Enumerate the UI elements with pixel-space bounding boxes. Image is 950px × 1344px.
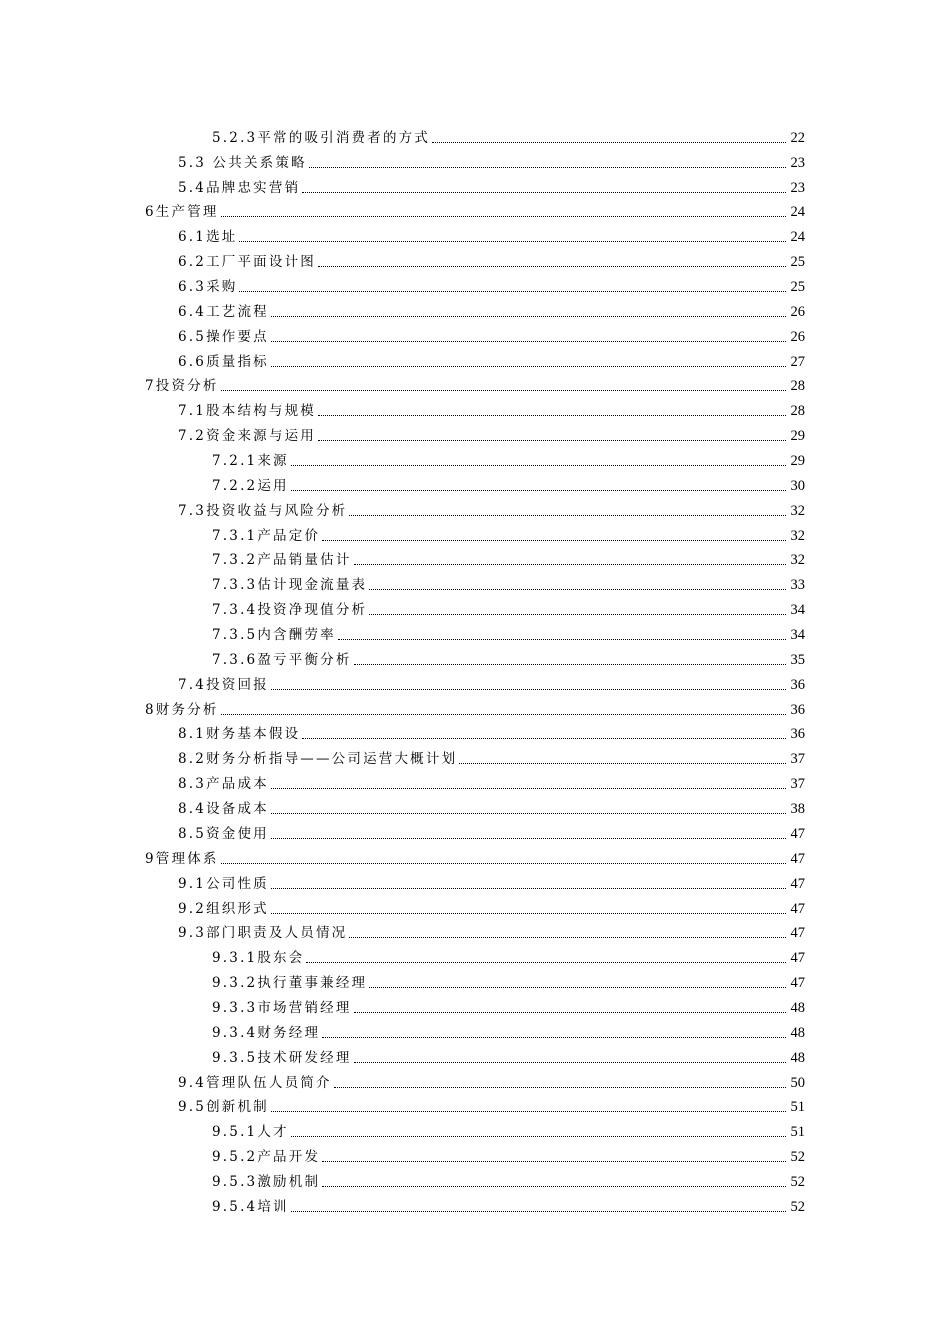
dot-leader: [369, 614, 786, 615]
toc-entry-label: 7.2.2运用: [212, 477, 289, 494]
toc-entry-page-number: 32: [790, 552, 805, 569]
toc-entry-label: 7投资分析: [145, 378, 219, 395]
toc-entry-page-number: 26: [790, 328, 805, 345]
toc-entry[interactable]: [0, 547, 950, 572]
toc-entry[interactable]: [0, 497, 950, 522]
dot-leader: [459, 763, 786, 764]
toc-entry-label: 9.3.4财务经理: [212, 1024, 321, 1041]
toc-entry-label: 8.4设备成本: [178, 801, 269, 818]
toc-entry-page-number: 47: [790, 825, 805, 842]
toc-entry-label: 9.4管理队伍人员简介: [178, 1074, 332, 1091]
toc-entry-page-number: 34: [790, 602, 805, 619]
dot-leader: [271, 689, 786, 690]
toc-entry-page-number: 37: [790, 751, 805, 768]
toc-entry-label: 8.5资金使用: [178, 825, 269, 842]
toc-entry[interactable]: [0, 571, 950, 596]
dot-leader: [291, 1136, 786, 1137]
toc-entry-label: 9.5创新机制: [178, 1099, 269, 1116]
toc-entry-page-number: 48: [790, 1049, 805, 1066]
toc-entry-page-number: 52: [790, 1198, 805, 1215]
toc-entry[interactable]: [0, 969, 950, 994]
toc-entry-page-number: 25: [790, 279, 805, 296]
toc-entry[interactable]: [0, 1118, 950, 1143]
toc-entry-label: 9.5.2产品开发: [212, 1149, 321, 1166]
dot-leader: [354, 1062, 786, 1063]
toc-entry-label: 6生产管理: [145, 204, 219, 221]
toc-entry-page-number: 28: [790, 403, 805, 420]
dot-leader: [291, 1211, 786, 1212]
toc-entry-label: 9.2组织形式: [178, 900, 269, 917]
toc-entry-label: 9.3.1股东会: [212, 950, 305, 967]
toc-entry-page-number: 38: [790, 801, 805, 818]
toc-entry-label: 9.1公司性质: [178, 875, 269, 892]
toc-entry-label: 9.3.3市场营销经理: [212, 999, 352, 1016]
toc-entry-page-number: 34: [790, 627, 805, 644]
toc-entry-label: 9管理体系: [145, 850, 219, 867]
toc-entry-page-number: 51: [790, 1124, 805, 1141]
toc-entry-page-number: 28: [790, 378, 805, 395]
dot-leader: [354, 664, 786, 665]
toc-entry[interactable]: [0, 944, 950, 969]
dot-leader: [291, 465, 786, 466]
toc-entry[interactable]: [0, 1069, 950, 1094]
toc-entry[interactable]: [0, 1044, 950, 1069]
toc-entry-page-number: 47: [790, 925, 805, 942]
dot-leader: [322, 1186, 786, 1187]
dot-leader: [322, 540, 786, 541]
dot-leader: [271, 316, 786, 317]
toc-entry-label: 6.3采购: [178, 279, 238, 296]
toc-entry-label: 8.2财务分析指导——公司运营大概计划: [178, 751, 458, 768]
dot-leader: [309, 167, 786, 168]
toc-entry-page-number: 33: [790, 577, 805, 594]
toc-entry[interactable]: [0, 721, 950, 746]
toc-entry[interactable]: [0, 621, 950, 646]
toc-entry-label: 6.1选址: [178, 229, 238, 246]
toc-entry[interactable]: [0, 870, 950, 895]
toc-entry[interactable]: [0, 348, 950, 373]
toc-entry-label: 8.1财务基本假设: [178, 726, 301, 743]
toc-entry[interactable]: [0, 820, 950, 845]
toc-entry[interactable]: [0, 1094, 950, 1119]
toc-entry-page-number: 29: [790, 428, 805, 445]
toc-entry[interactable]: [0, 373, 950, 398]
dot-leader: [302, 192, 786, 193]
toc-entry-label: 9.3.5技术研发经理: [212, 1049, 352, 1066]
toc-entry-label: 7.3投资收益与风险分析: [178, 502, 348, 519]
toc-entry[interactable]: [0, 298, 950, 323]
toc-entry-page-number: 47: [790, 975, 805, 992]
toc-entry[interactable]: [0, 696, 950, 721]
dot-leader: [271, 788, 786, 789]
toc-entry[interactable]: [0, 149, 950, 174]
toc-entry[interactable]: [0, 671, 950, 696]
toc-entry[interactable]: [0, 422, 950, 447]
toc-entry[interactable]: [0, 1019, 950, 1044]
toc-entry[interactable]: [0, 174, 950, 199]
toc-entry-label: 9.5.1人才: [212, 1124, 289, 1141]
toc-entry-label: 7.3.4投资净现值分析: [212, 602, 368, 619]
toc-entry[interactable]: [0, 1143, 950, 1168]
toc-entry[interactable]: [0, 397, 950, 422]
dot-leader: [354, 564, 786, 565]
toc-entry-page-number: 48: [790, 1024, 805, 1041]
toc-entry-label: 7.2.1来源: [212, 453, 289, 470]
dot-leader: [349, 515, 786, 516]
dot-leader: [302, 738, 786, 739]
toc-entry-page-number: 24: [790, 229, 805, 246]
dot-leader: [318, 266, 786, 267]
toc-entry[interactable]: [0, 845, 950, 870]
dot-leader: [221, 714, 786, 715]
toc-entry-label: 6.5操作要点: [178, 328, 269, 345]
toc-entry-page-number: 25: [790, 254, 805, 271]
toc-entry-page-number: 32: [790, 527, 805, 544]
dot-leader: [271, 1111, 786, 1112]
toc-entry-page-number: 51: [790, 1099, 805, 1116]
dot-leader: [306, 962, 786, 963]
dot-leader: [354, 1012, 786, 1013]
toc-entry-page-number: 27: [790, 353, 805, 370]
dot-leader: [369, 589, 786, 590]
toc-entry[interactable]: [0, 770, 950, 795]
dot-leader: [271, 341, 786, 342]
toc-entry[interactable]: [0, 745, 950, 770]
toc-entry-label: 5.2.3平常的吸引消费者的方式: [212, 129, 431, 146]
toc-entry-page-number: 37: [790, 776, 805, 793]
dot-leader: [271, 913, 786, 914]
dot-leader: [432, 142, 786, 143]
toc-entry[interactable]: [0, 124, 950, 149]
toc-entry-label: 7.4投资回报: [178, 676, 269, 693]
toc-entry[interactable]: [0, 248, 950, 273]
toc-entry-label: 7.3.1产品定价: [212, 527, 321, 544]
toc-entry[interactable]: [0, 994, 950, 1019]
dot-leader: [271, 366, 786, 367]
toc-entry[interactable]: [0, 323, 950, 348]
toc-entry-page-number: 47: [790, 900, 805, 917]
dot-leader: [318, 440, 786, 441]
dot-leader: [271, 888, 786, 889]
toc-entry-label: 8财务分析: [145, 701, 219, 718]
toc-entry-page-number: 24: [790, 204, 805, 221]
toc-entry[interactable]: [0, 895, 950, 920]
dot-leader: [318, 415, 786, 416]
toc-entry[interactable]: [0, 596, 950, 621]
dot-leader: [221, 216, 786, 217]
toc-entry-label: 9.5.4培训: [212, 1198, 289, 1215]
dot-leader: [239, 241, 786, 242]
toc-entry-page-number: 36: [790, 676, 805, 693]
toc-entry-label: 6.6质量指标: [178, 353, 269, 370]
toc-entry-label: 6.2工厂平面设计图: [178, 254, 316, 271]
dot-leader: [334, 1087, 786, 1088]
toc-entry-page-number: 26: [790, 303, 805, 320]
dot-leader: [369, 987, 786, 988]
toc-entry-label: 7.1股本结构与规模: [178, 403, 316, 420]
toc-entry-label: 9.3.2执行董事兼经理: [212, 975, 368, 992]
dot-leader: [271, 813, 786, 814]
toc-entry[interactable]: [0, 273, 950, 298]
toc-entry-page-number: 48: [790, 999, 805, 1016]
toc-entry[interactable]: [0, 199, 950, 224]
toc-entry[interactable]: [0, 646, 950, 671]
dot-leader: [338, 639, 786, 640]
dot-leader: [221, 390, 786, 391]
toc-entry-page-number: 47: [790, 850, 805, 867]
dot-leader: [221, 863, 786, 864]
toc-entry-page-number: 36: [790, 726, 805, 743]
toc-entry-page-number: 47: [790, 950, 805, 967]
toc-entry-page-number: 23: [790, 179, 805, 196]
toc-entry-label: 7.3.6盈亏平衡分析: [212, 651, 352, 668]
toc-entry[interactable]: [0, 447, 950, 472]
dot-leader: [271, 838, 786, 839]
toc-entry[interactable]: [0, 920, 950, 945]
dot-leader: [322, 1037, 786, 1038]
toc-entry-label: 7.3.3估计现金流量表: [212, 577, 368, 594]
toc-entry-label: 9.5.3激励机制: [212, 1173, 321, 1190]
toc-entry-page-number: 47: [790, 875, 805, 892]
toc-entry[interactable]: [0, 472, 950, 497]
toc-entry[interactable]: [0, 522, 950, 547]
toc-entry-label: 7.2资金来源与运用: [178, 428, 316, 445]
toc-entry-label: 5.4品牌忠实营销: [178, 179, 301, 196]
toc-entry-page-number: 23: [790, 154, 805, 171]
toc-entry-label: 7.3.5内含酬劳率: [212, 627, 336, 644]
toc-entry-page-number: 36: [790, 701, 805, 718]
toc-entry-page-number: 32: [790, 502, 805, 519]
toc-entry-label: 5.3 公共关系策略: [178, 154, 307, 171]
toc-entry[interactable]: [0, 795, 950, 820]
table-of-contents: [0, 124, 950, 1218]
toc-entry-page-number: 30: [790, 477, 805, 494]
toc-entry-page-number: 52: [790, 1173, 805, 1190]
dot-leader: [349, 937, 786, 938]
toc-entry-label: 8.3产品成本: [178, 776, 269, 793]
toc-entry[interactable]: [0, 1193, 950, 1218]
toc-entry-label: 9.3部门职责及人员情况: [178, 925, 348, 942]
toc-entry[interactable]: [0, 223, 950, 248]
toc-entry-page-number: 29: [790, 453, 805, 470]
toc-entry-page-number: 50: [790, 1074, 805, 1091]
dot-leader: [239, 291, 786, 292]
toc-entry-label: 7.3.2产品销量估计: [212, 552, 352, 569]
dot-leader: [291, 490, 786, 491]
toc-entry[interactable]: [0, 1168, 950, 1193]
toc-entry-label: 6.4工艺流程: [178, 303, 269, 320]
toc-entry-page-number: 52: [790, 1149, 805, 1166]
toc-entry-page-number: 22: [790, 129, 805, 146]
toc-entry-page-number: 35: [790, 651, 805, 668]
dot-leader: [322, 1161, 786, 1162]
